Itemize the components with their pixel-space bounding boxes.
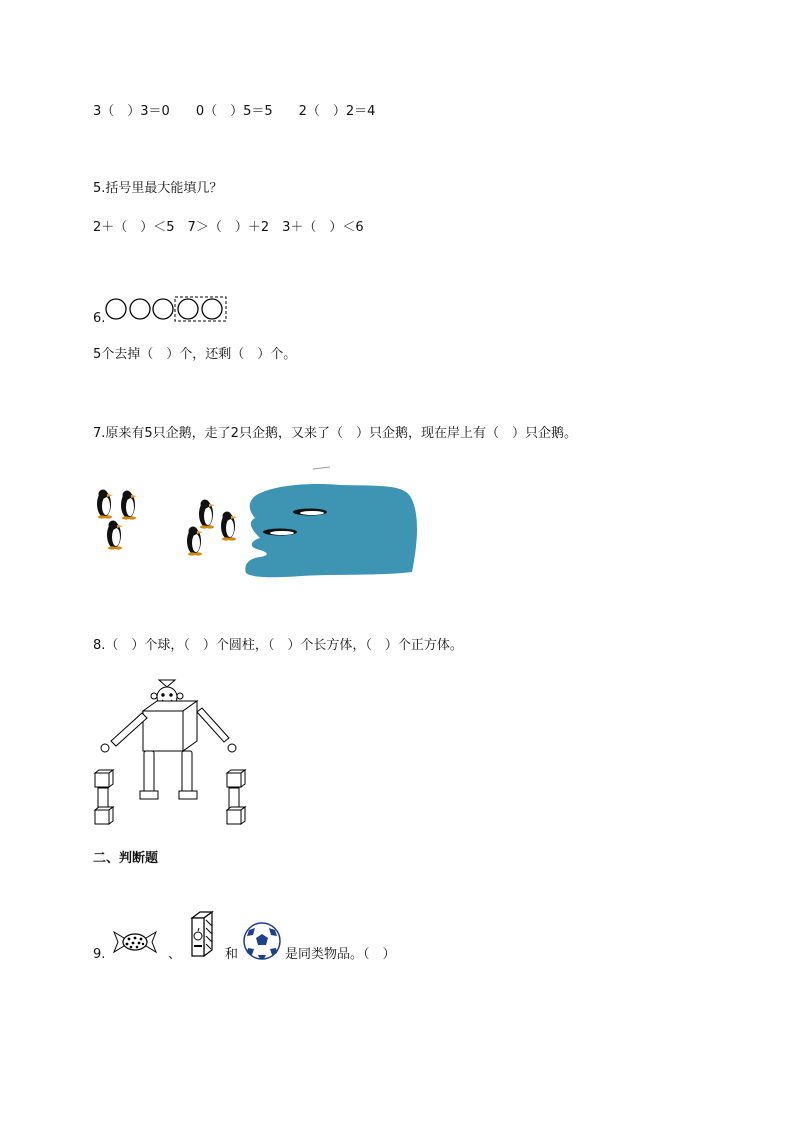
ear-ball-left (151, 693, 157, 699)
q7-question: 7.原来有5只企鹅，走了2只企鹅，又来了（ ）只企鹅，现在岸上有（ ）只企鹅。 (93, 426, 577, 441)
circle-2 (130, 299, 150, 319)
leg-cylinder-right (182, 751, 192, 793)
ear-ball-right (177, 693, 183, 699)
swimming-penguin-1 (293, 509, 327, 516)
q8-question: 8.（ ）个球，（ ）个圆柱，（ ）个长方体，（ ）个正方体。 (93, 638, 463, 653)
body-cube-front (143, 711, 183, 751)
foot-cuboid-right (179, 791, 197, 799)
foot-cuboid-left (140, 791, 158, 799)
hand-ball-left (101, 744, 109, 752)
juice-box-icon (188, 910, 218, 960)
circle-1 (106, 299, 126, 319)
arm-cylinder-right (197, 708, 229, 742)
penguin-left-3 (107, 521, 123, 550)
arm-cylinder-left (111, 713, 147, 746)
q6-question: 5个去掉（ ）个，还剩（ ）个。 (93, 347, 297, 362)
q8-robot-figure (95, 678, 247, 826)
penguin-mid-3 (187, 527, 203, 556)
penguin-left-1 (97, 490, 113, 519)
hat-triangle (159, 680, 175, 687)
candy-icon (112, 926, 158, 956)
hand-ball-right (228, 744, 236, 752)
q9-number: 9. (93, 947, 106, 962)
soccer-ball-icon (243, 922, 281, 960)
q4-equations: 3（ ）3＝0 0（ ）5＝5 2（ ）2＝4 (93, 104, 376, 119)
penguin-left-2 (121, 491, 137, 520)
q5-inequalities: 2＋（ ）＜5 7＞（ ）＋2 3＋（ ）＜6 (93, 220, 364, 235)
q7-penguin-picture (90, 460, 430, 580)
q9-statement: 是同类物品。（ ） (285, 947, 396, 962)
circle-5 (202, 299, 222, 319)
section-2-title: 二、判断题 (93, 851, 159, 866)
q6-number: 6. (93, 311, 106, 326)
leg-cylinder-left (144, 751, 154, 793)
penguin-mid-2 (221, 512, 237, 541)
q9-and: 和 (225, 947, 239, 962)
left-column-stack (95, 770, 113, 824)
circle-3 (153, 299, 173, 319)
q6-circles-figure (104, 296, 230, 322)
penguin-mid-1 (199, 500, 215, 529)
q5-title: 5.括号里最大能填几？ (93, 181, 223, 196)
q9-separator: 、 (168, 947, 182, 962)
right-column-stack (227, 770, 245, 824)
swimming-penguin-2 (263, 529, 297, 536)
circle-4 (178, 299, 198, 319)
